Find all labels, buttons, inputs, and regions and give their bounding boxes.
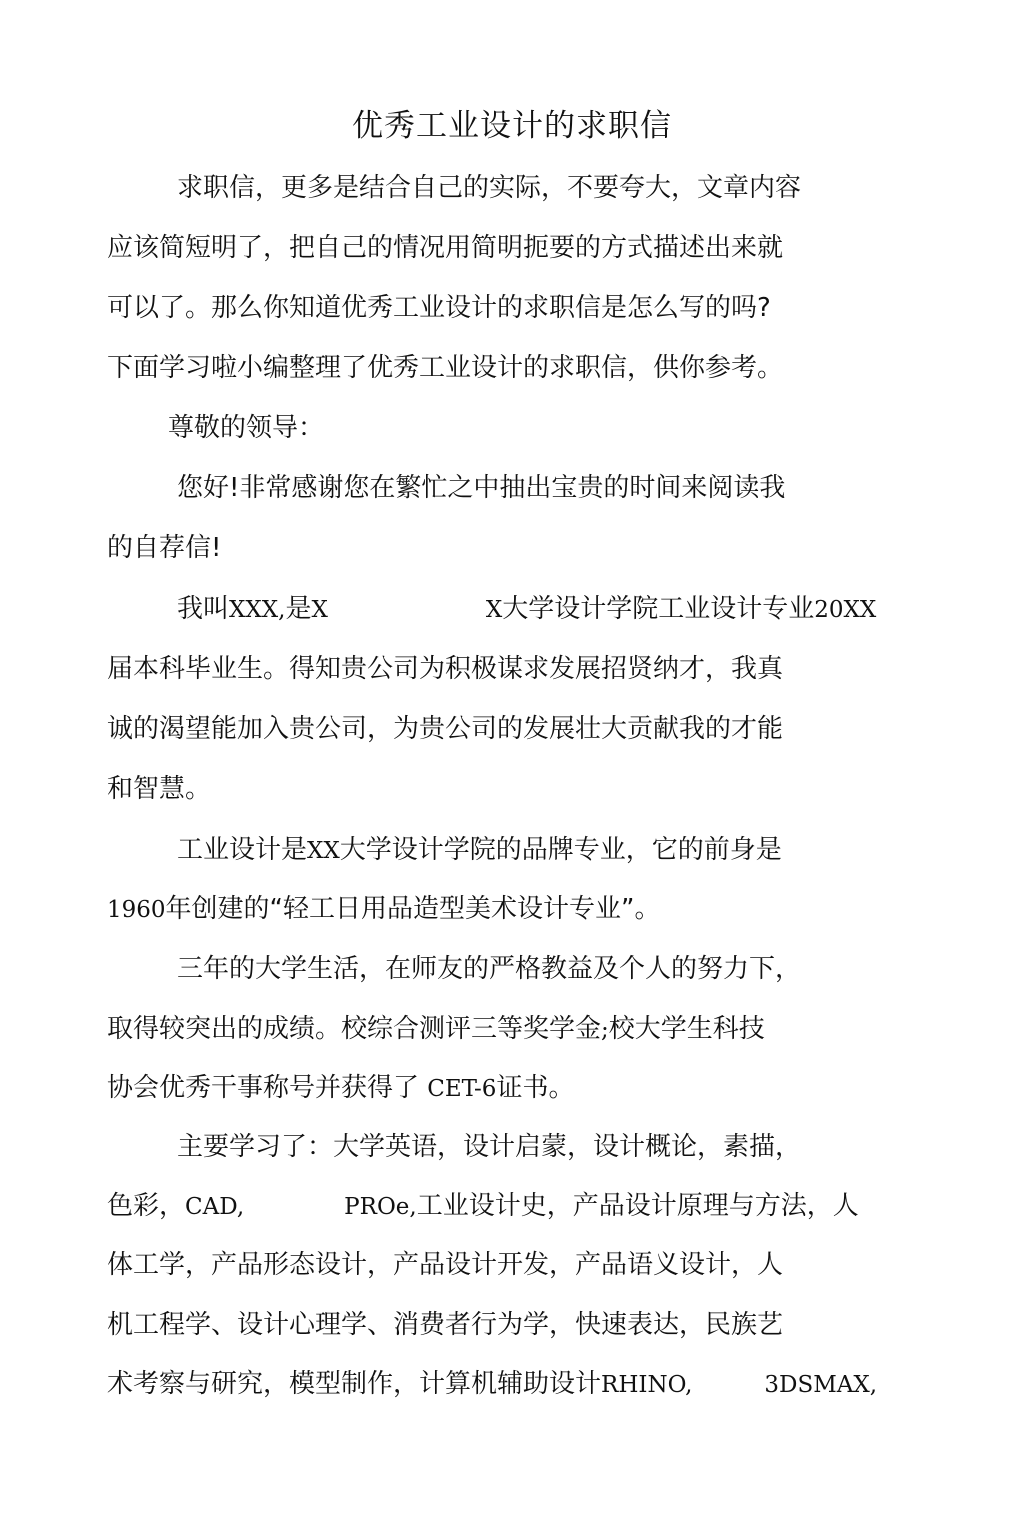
p2-text: 大学设计学院的品牌专业，它的前身是 [339,835,782,865]
p4-line-3: 体工学，产品形态设计，产品设计开发，产品语义设计，人 [107,1250,784,1280]
intro-line-4: 下面学习啦小编整理了优秀工业设计的求职信，供你参考。 [107,353,784,383]
greeting-line-1: 您好!非常感谢您在繁忙之中抽出宝贵的时间来阅读我 [177,473,786,503]
p1-university-b: X [485,597,503,623]
p4-cad: CAD, [185,1194,245,1220]
p4-3dsmax: 3DSMAX, [764,1372,878,1398]
p1-line-4: 和智慧。 [107,774,212,804]
p4-text: 色彩， [107,1191,186,1221]
p4-line-4: 机工程学、设计心理学、消费者行为学，快速表达，民族艺 [107,1310,784,1340]
p2-line-1 [177,830,782,871]
p1-year: 20XX [814,597,877,623]
p4-line-1: 主要学习了：大学英语，设计启蒙，设计概论，素描， [177,1132,802,1162]
p2-xx: XX [307,838,340,864]
p3-cet: CET-6 [427,1076,497,1102]
p4-rhino: RHINO, [601,1372,693,1398]
p1-line-3: 诚的渴望能加入贵公司，为贵公司的发展壮大贡献我的才能 [107,714,784,744]
p1-text: 大学设计学院工业设计专业 [502,594,815,624]
p3-text: 取得较突出的成绩。校综合测评三等奖学金 [107,1014,602,1044]
p3-text: 校大学生科技 [608,1014,765,1044]
intro-line-1: 求职信，更多是结合自己的实际，不要夸大，文章内容 [177,173,802,203]
p4-text: 术考察与研究，模型制作，计算机辅助设计 [107,1369,602,1399]
p1-line-2: 届本科毕业生。得知贵公司为积极谋求发展招贤纳才，我真 [107,654,784,684]
p3-semicolon: ; [601,1017,609,1043]
p3-text: 证书。 [496,1073,575,1103]
p1-text: 我叫 [177,594,230,624]
p4-line-5 [107,1364,877,1405]
document-title: 优秀工业设计的求职信 [352,108,672,144]
p3-line-3 [107,1068,574,1109]
p3-line-1: 三年的大学生活，在师友的严格教益及个人的努力下， [177,954,802,984]
p3-line-2 [107,1009,765,1050]
p2-line-2 [107,889,661,930]
p4-line-2 [107,1186,859,1227]
p2-text: 年创建的“轻工日用品造型美术设计专业”。 [165,894,661,924]
intro-line-2: 应该简短明了，把自己的情况用简明扼要的方式描述出来就 [107,233,784,263]
intro-line-3: 可以了。那么你知道优秀工业设计的求职信是怎么写的吗? [107,293,771,323]
salutation: 尊敬的领导： [168,413,325,443]
p3-text: 协会优秀干事称号并获得了 [107,1073,428,1103]
p1-name: XXX, [229,597,286,623]
p1-line-1 [177,589,876,630]
p2-text: 工业设计是 [177,835,308,865]
p1-text: 是 [285,594,312,624]
p1-university-a: X [311,597,328,623]
p4-proe: PROe, [344,1194,417,1220]
p2-year: 1960 [107,897,166,923]
p4-text: 工业设计史，产品设计原理与方法，人 [416,1191,859,1221]
greeting-line-2: 的自荐信! [107,533,222,563]
